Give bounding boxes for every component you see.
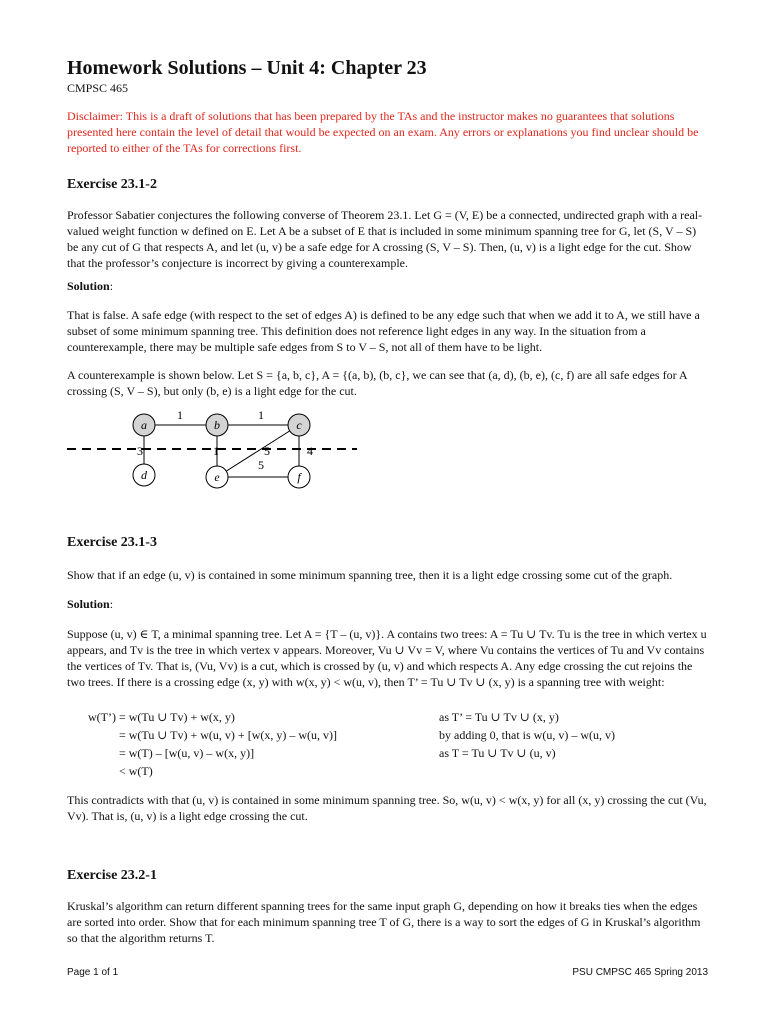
node-label: e: [214, 470, 220, 484]
derivation-reason: as T’ = Tu ∪ Tv ∪ (x, y): [439, 710, 559, 724]
exercise-problem: Show that if an edge (u, v) is contained in some minimum spanning tree, then it is a light edge crossing some cut of the graph.: [67, 568, 673, 582]
derivation-step: = w(T) – [w(u, v) – w(x, y)]: [119, 746, 255, 760]
edge-weight-label: 1: [177, 408, 183, 422]
edge-weight-label: 3: [137, 444, 143, 458]
node-label: f: [297, 470, 301, 484]
footer-page-number: Page 1 of 1: [67, 967, 119, 978]
edge-weight-label: 5: [258, 458, 264, 472]
solution-text: That is false. A safe edge (with respect to the set of edges A) is defined to be any edge such that when we add it to A, we still have a subset of some minimum spanning tree. This definition does not reference light edges in any way. In the situation from a counterexample, there may be multiple safe edges from S to V – S, not all of them have to be light.: [67, 308, 700, 354]
solution-label: Solution:: [67, 279, 114, 293]
solution-text: Suppose (u, v) ∈ T, a minimal spanning tree. Let A = {T – (u, v)}. A contains two trees: A = Tu ∪ Tv. Tu is the tree in which vertex u appears, and Tv is the tree in which vertex v appears. Moreover, Vu ∪ Vv = V, where Vu contains the vertices of Tu and Vv contains the vertices of Tv. That is, (Vu, Vv) is a cut, which is crossed by (u, v) and which respects A. Any edge crossing the cut rejoins the two trees. If there is a crossing edge (x, y) with w(x, y) < w(u, v), then T’ = Tu ∪ Tv ∪ (x, y) is a spanning tree with weight:: [67, 627, 707, 689]
edge-weight-label: 5: [264, 444, 270, 458]
derivation-step: w(T’) = w(Tu ∪ Tv) + w(x, y): [88, 710, 235, 724]
exercise-heading: Exercise 23.1-2: [67, 177, 157, 192]
edge-weight-label: 4: [307, 444, 313, 458]
exercise-problem: Kruskal’s algorithm can return different spanning trees for the same input graph G, depending on how it breaks ties when the edges are sorted into order. Show that for each minimum spanning tree T of G, there is a way to sort the edges of G in Kruskal’s algorithm so that the algorithm returns T.: [67, 899, 701, 945]
derivation-step: = w(Tu ∪ Tv) + w(u, v) + [w(x, y) – w(u, v)]: [119, 728, 338, 742]
derivation-reason: as T = Tu ∪ Tv ∪ (u, v): [439, 746, 556, 760]
exercise-heading: Exercise 23.1-3: [67, 535, 157, 550]
document-title: Homework Solutions – Unit 4: Chapter 23: [67, 57, 427, 79]
node-label: b: [214, 418, 220, 432]
conclusion-text: This contradicts with that (u, v) is contained in some minimum spanning tree. So, w(u, v) < w(x, y) for all (x, y) crossing the cut (Vu, Vv). That is, (u, v) is a light edge crossing the cut.: [67, 793, 707, 823]
counterexample-text: A counterexample is shown below. Let S = {a, b, c}, A = {(a, b), (b, c}, we can see that (a, d), (b, e), (c, f) are all safe edges for A crossing (S, V – S), but only (b, e) is a light edge for the cut.: [67, 368, 687, 398]
exercise-problem: Professor Sabatier conjectures the following converse of Theorem 23.1. Let G = (V, E) be a connected, undirected graph with a real-valued weight function w defined on E. Let A be a subset of E that is included in some minimum spanning tree for G, let (S, V – S) be any cut of G that respects A, and let (u, v) be a safe edge for A crossing (S, V – S). Then, (u, v) is a light edge for the cut. Show that the professor’s conjecture is incorrect by giving a counterexample.: [67, 208, 703, 270]
derivation-step: < w(T): [119, 764, 153, 778]
exercise-heading: Exercise 23.2-1: [67, 868, 157, 883]
node-label: a: [141, 418, 147, 432]
disclaimer: Disclaimer: This is a draft of solutions that has been prepared by the TAs and the instructor makes no guarantees that solutions presented here contain the level of detail that would be expected on an exam. Any errors or explanations you find unclear should be reported to either of the TAs for corrections first.: [67, 109, 699, 155]
node-label: d: [141, 468, 147, 482]
course-code: CMPSC 465: [67, 81, 129, 95]
counterexample-graph: [67, 405, 357, 493]
edge-weight-label: 1: [213, 444, 219, 458]
solution-label: Solution:: [67, 597, 114, 611]
footer-course-term: PSU CMPSC 465 Spring 2013: [572, 967, 708, 978]
node-label: c: [296, 418, 302, 432]
derivation-reason: by adding 0, that is w(u, v) – w(u, v): [439, 728, 615, 742]
edge-weight-label: 1: [258, 408, 264, 422]
